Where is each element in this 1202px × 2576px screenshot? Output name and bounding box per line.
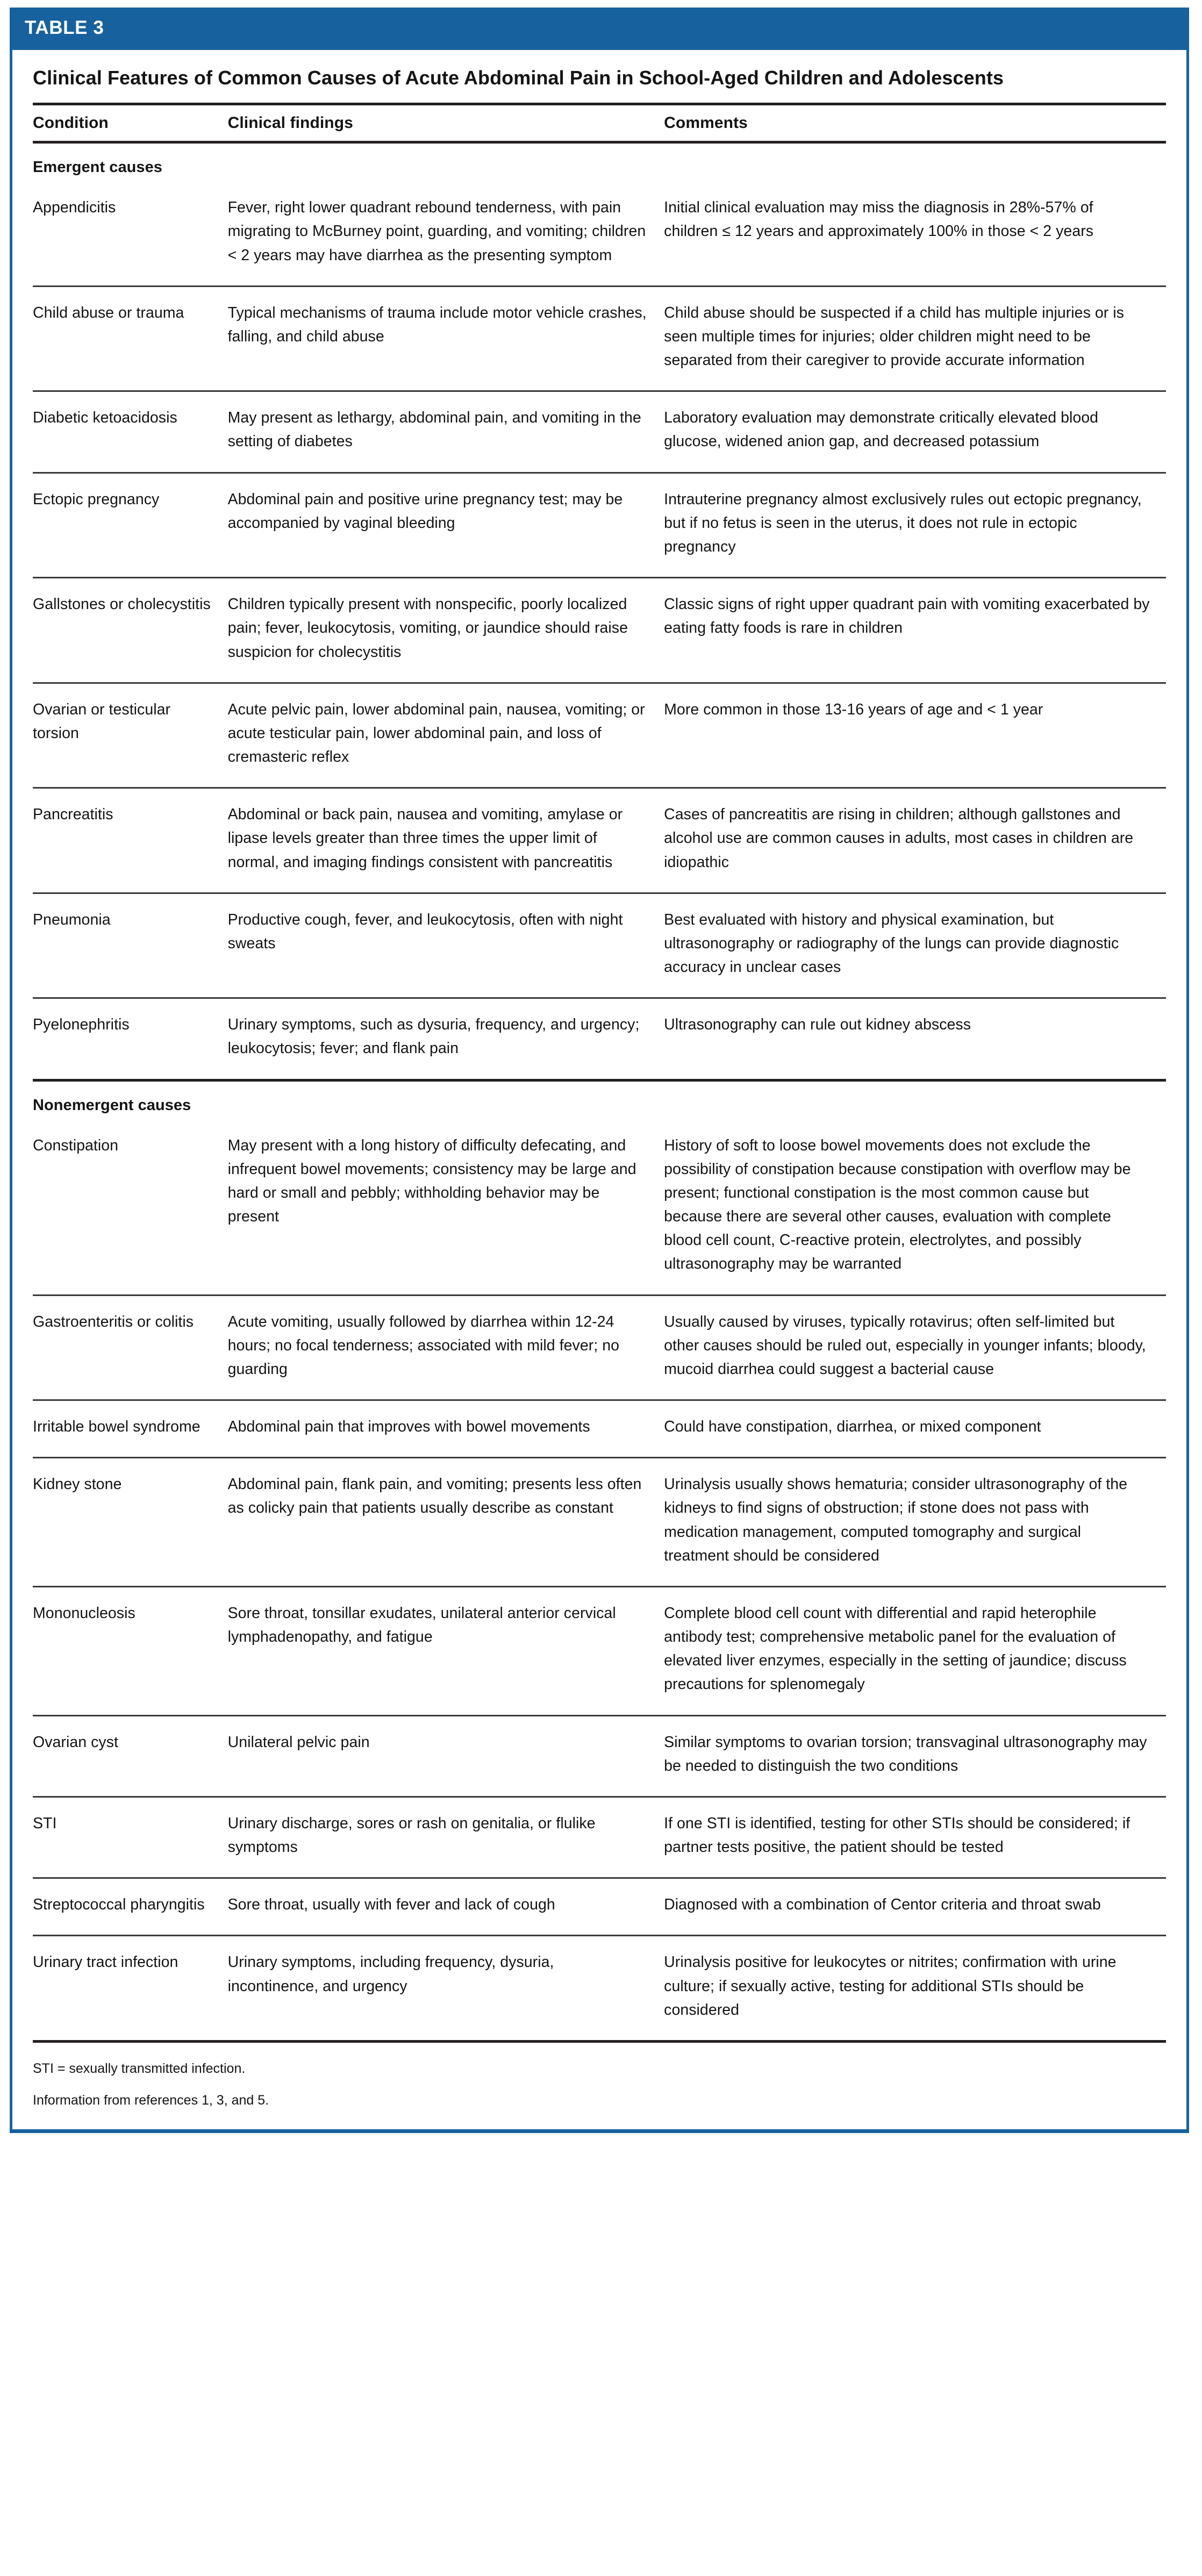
cell-comments: If one STI is identified, testing for other STIs should be considered; if partner tests positive, the patient should be tested [664, 1797, 1166, 1878]
table-head [33, 104, 1166, 142]
cell-condition: Streptococcal pharyngitis [33, 1878, 228, 1936]
cell-comments: Diagnosed with a combination of Centor criteria and throat swab [664, 1878, 1166, 1936]
cell-findings: Typical mechanisms of trauma include motor vehicle crashes, falling, and child abuse [228, 286, 664, 391]
cell-findings: Abdominal pain that improves with bowel movements [228, 1400, 664, 1458]
cell-comments: Similar symptoms to ovarian torsion; transvaginal ultrasonography may be needed to distinguish the two conditions [664, 1715, 1166, 1797]
table-row [33, 1400, 1166, 1458]
cell-comments: Urinalysis positive for leukocytes or nitrites; confirmation with urine culture; if sexually active, testing for additional STIs should be considered [664, 1936, 1166, 2042]
cell-condition: Ectopic pregnancy [33, 473, 228, 578]
cell-findings: May present with a long history of difficulty defecating, and infrequent bowel movements; consistency may be large and hard or small and pebbly; withholding behavior may be present [228, 1120, 664, 1296]
table-row [33, 998, 1166, 1080]
table-body [33, 142, 1166, 2042]
cell-findings: Urinary symptoms, such as dysuria, frequency, and urgency; leukocytosis; fever; and flank pain [228, 998, 664, 1080]
cell-condition: STI [33, 1797, 228, 1878]
cell-condition: Kidney stone [33, 1458, 228, 1587]
table-row [33, 1797, 1166, 1878]
table-row [33, 1936, 1166, 2042]
table-row [33, 182, 1166, 286]
table-row [33, 578, 1166, 683]
footnote-source: Information from references 1, 3, and 5. [33, 2093, 269, 2108]
table-body-wrap [12, 103, 1186, 2043]
table-row [33, 1458, 1166, 1587]
cell-findings: Abdominal or back pain, nausea and vomiting, amylase or lipase levels greater than three times the upper limit of normal, and imaging findings consistent with pancreatitis [228, 788, 664, 893]
cell-comments: Best evaluated with history and physical examination, but ultrasonography or radiography of the lungs can provide diagnostic accuracy in unclear cases [664, 893, 1166, 998]
cell-findings: Children typically present with nonspecific, poorly localized pain; fever, leukocytosis, vomiting, or jaundice should raise suspicion for cholecystitis [228, 578, 664, 683]
table-footnotes [12, 2043, 1186, 2129]
section-heading: Emergent causes [33, 159, 162, 176]
cell-condition: Pyelonephritis [33, 998, 228, 1080]
table-title: Clinical Features of Common Causes of Acute Abdominal Pain in School-Aged Children and Adolescents [33, 66, 1004, 89]
section-heading-row [33, 142, 1166, 182]
cell-findings: Acute pelvic pain, lower abdominal pain, nausea, vomiting; or acute testicular pain, lower abdominal pain, and loss of cremasteric reflex [228, 683, 664, 788]
cell-comments: Classic signs of right upper quadrant pain with vomiting exacerbated by eating fatty foods is rare in children [664, 578, 1166, 683]
table-row [33, 893, 1166, 998]
cell-condition: Ovarian or testicular torsion [33, 683, 228, 788]
cell-comments: Child abuse should be suspected if a child has multiple injuries or is seen multiple times for injuries; older children might need to be separated from their caregiver to provide accurate information [664, 286, 1166, 391]
table-row [33, 1715, 1166, 1797]
section-heading-row [33, 1080, 1166, 1119]
table-row [33, 1295, 1166, 1400]
section-heading: Nonemergent causes [33, 1096, 191, 1114]
cell-condition: Child abuse or trauma [33, 286, 228, 391]
cell-comments: History of soft to loose bowel movements does not exclude the possibility of constipation because constipation with overflow may be present; functional constipation is the most common cause but because there are several other causes, evaluation with complete blood cell count, C-reactive protein, electrolytes, and possibly ultrasonography may be warranted [664, 1120, 1166, 1296]
card-bottom-rule [10, 2129, 1189, 2133]
cell-findings: Unilateral pelvic pain [228, 1715, 664, 1797]
cell-comments: Urinalysis usually shows hematuria; consider ultrasonography of the kidneys to find signs of obstruction; if stone does not pass with medication management, computed tomography and surgical treatment should be considered [664, 1458, 1166, 1587]
cell-findings: Sore throat, usually with fever and lack of cough [228, 1878, 664, 1936]
cell-comments: Cases of pancreatitis are rising in children; although gallstones and alcohol use are common causes in adults, most cases in children are idiopathic [664, 788, 1166, 893]
cell-findings: Abdominal pain and positive urine pregnancy test; may be accompanied by vaginal bleeding [228, 473, 664, 578]
table-header-row [33, 104, 1166, 142]
cell-findings: Productive cough, fever, and leukocytosis, often with night sweats [228, 893, 664, 998]
cell-condition: Mononucleosis [33, 1586, 228, 1715]
table-title-wrap [12, 50, 1186, 103]
cell-condition: Diabetic ketoacidosis [33, 391, 228, 473]
cell-condition: Pneumonia [33, 893, 228, 998]
cell-condition: Gastroenteritis or colitis [33, 1295, 228, 1400]
cell-findings: Urinary symptoms, including frequency, dysuria, incontinence, and urgency [228, 1936, 664, 2042]
table-row [33, 473, 1166, 578]
cell-findings: Fever, right lower quadrant rebound tenderness, with pain migrating to McBurney point, guarding, and vomiting; children < 2 years may have diarrhea as the presenting symptom [228, 182, 664, 286]
table-row [33, 788, 1166, 893]
column-header-findings: Clinical findings [228, 104, 664, 142]
cell-comments: Laboratory evaluation may demonstrate critically elevated blood glucose, widened anion gap, and decreased potassium [664, 391, 1166, 473]
cell-condition: Irritable bowel syndrome [33, 1400, 228, 1458]
table-banner [10, 8, 1189, 50]
cell-condition: Gallstones or cholecystitis [33, 578, 228, 683]
cell-findings: Urinary discharge, sores or rash on genitalia, or flulike symptoms [228, 1797, 664, 1878]
column-header-condition: Condition [33, 104, 228, 142]
cell-condition: Pancreatitis [33, 788, 228, 893]
cell-condition: Urinary tract infection [33, 1936, 228, 2042]
cell-findings: May present as lethargy, abdominal pain, and vomiting in the setting of diabetes [228, 391, 664, 473]
table-card [10, 8, 1189, 2133]
cell-comments: Could have constipation, diarrhea, or mixed component [664, 1400, 1166, 1458]
column-header-comments: Comments [664, 104, 1166, 142]
table-row [33, 683, 1166, 788]
table-number-label: TABLE 3 [25, 17, 104, 38]
cell-findings: Sore throat, tonsillar exudates, unilateral anterior cervical lymphadenopathy, and fatigue [228, 1586, 664, 1715]
cell-condition: Constipation [33, 1120, 228, 1296]
table-row [33, 1586, 1166, 1715]
cell-condition: Appendicitis [33, 182, 228, 286]
cell-condition: Ovarian cyst [33, 1715, 228, 1797]
cell-comments: Usually caused by viruses, typically rotavirus; often self-limited but other causes should be ruled out, especially in younger infants; bloody, mucoid diarrhea could suggest a bacterial cause [664, 1295, 1166, 1400]
cell-findings: Acute vomiting, usually followed by diarrhea within 12-24 hours; no focal tenderness; associated with mild fever; no guarding [228, 1295, 664, 1400]
cell-comments: More common in those 13-16 years of age and < 1 year [664, 683, 1166, 788]
table-row [33, 391, 1166, 473]
cell-findings: Abdominal pain, flank pain, and vomiting; presents less often as colicky pain that patients usually describe as constant [228, 1458, 664, 1587]
cell-comments: Complete blood cell count with differential and rapid heterophile antibody test; comprehensive metabolic panel for the evaluation of elevated liver enzymes, especially in the setting of jaundice; discuss precautions for splenomegaly [664, 1586, 1166, 1715]
cell-comments: Ultrasonography can rule out kidney abscess [664, 998, 1166, 1080]
table-row [33, 286, 1166, 391]
clinical-features-table [33, 103, 1166, 2043]
cell-comments: Intrauterine pregnancy almost exclusively rules out ectopic pregnancy, but if no fetus is seen in the uterus, it does not rule in ectopic pregnancy [664, 473, 1166, 578]
cell-comments: Initial clinical evaluation may miss the diagnosis in 28%-57% of children ≤ 12 years and approximately 100% in those < 2 years [664, 182, 1166, 286]
footnote-abbreviation: STI = sexually transmitted infection. [33, 2060, 246, 2076]
table-row [33, 1878, 1166, 1936]
table-row [33, 1120, 1166, 1296]
